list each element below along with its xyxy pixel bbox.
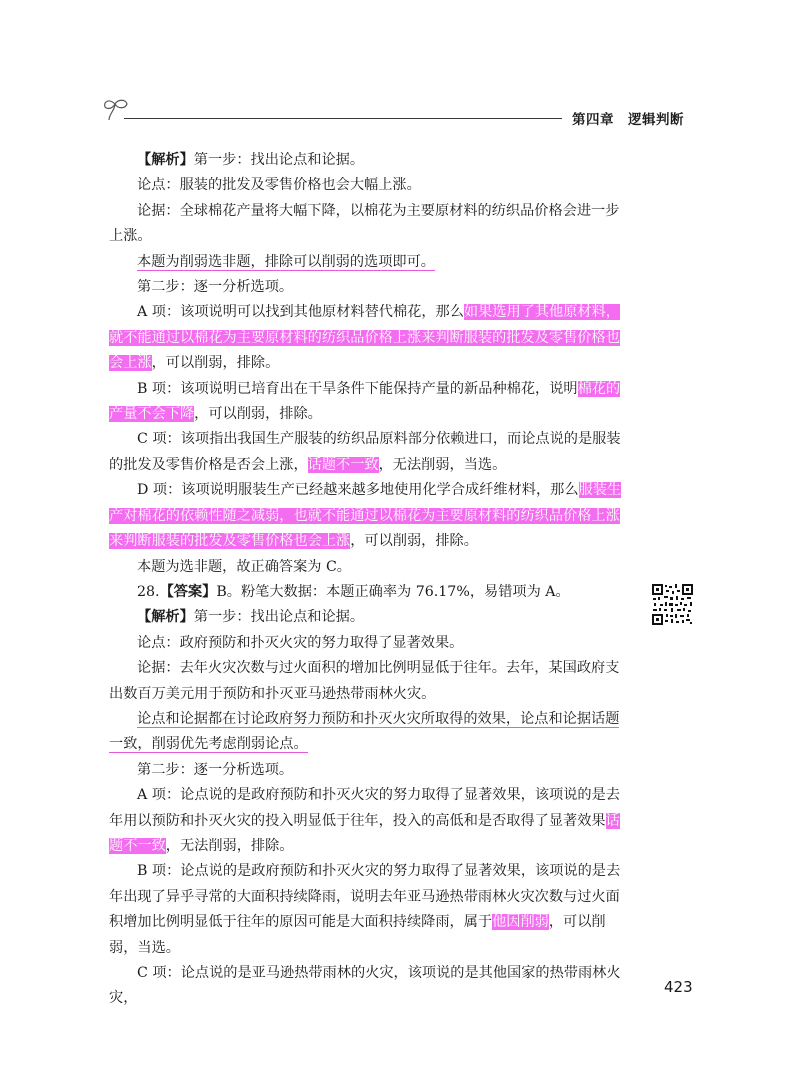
paragraph	[109, 605, 625, 630]
option-d	[109, 478, 625, 554]
header-rule	[124, 118, 562, 119]
text: 第一步：找出论点和论据。	[193, 152, 365, 168]
text: A 项：该项说明可以找到其他原材料替代棉花，那么	[137, 304, 464, 321]
text: ，无法削弱，排除。	[165, 837, 294, 854]
option-b	[109, 377, 625, 428]
analysis-tag: 【解析】	[137, 609, 194, 626]
highlighted-text: 话题不一致	[307, 456, 379, 473]
text: B。粉笔大数据：本题正确率为 76.17%，易错项为 A。	[216, 583, 570, 600]
paragraph: 论点：政府预防和扑灭火灾的努力取得了显著效果。	[137, 634, 464, 651]
text: B 项：该项说明已培育出在干旱条件下能保持产量的新品种棉花，说明	[137, 380, 578, 397]
question-number: 28.	[137, 583, 160, 600]
option-a	[109, 300, 625, 376]
text: ，可以削弱，排除。	[194, 406, 322, 423]
option-c	[109, 427, 625, 478]
paragraph	[109, 250, 625, 275]
underlined-text: 本题为削弱选非题，排除可以削弱的选项即可。	[137, 253, 435, 270]
text: ，可以削弱，排除。	[350, 533, 478, 550]
option-a	[109, 783, 625, 859]
option-b	[109, 859, 625, 961]
text: B 项：论点说的是政府预防和扑灭火灾的努力取得了显著效果，该项说的是去年出现了异乎寻常的大面积持续降雨，说明去年亚马逊热带雨林火灾次数与过火面积增加比例明显低于往年的原因可能是大面积持续降雨，属于	[109, 863, 621, 931]
paragraph: 本题为选非题，故正确答案为 C。	[137, 558, 351, 575]
paragraph: 第二步：逐一分析选项。	[137, 279, 294, 296]
paragraph: 论点：服装的批发及零售价格也会大幅上涨。	[137, 177, 421, 194]
analysis-tag: 【解析】	[137, 152, 194, 168]
paragraph: 论据：全球棉花产量将大幅下降，以棉花为主要原材料的纺织品价格会进一步上涨。	[109, 202, 620, 245]
highlighted-text: 棉花的产量不会下降	[109, 380, 621, 423]
paragraph	[109, 707, 625, 758]
option-c: C 项：论点说的是亚马逊热带雨林的火灾，该项说的是其他国家的热带雨林火灾，	[109, 965, 621, 1007]
text: D 项：该项说明服装生产已经越来越多地使用化学合成纤维材料，那么	[137, 482, 579, 499]
text: ，无法削弱，当选。	[378, 456, 507, 473]
underlined-text: 论点和论据都在讨论政府努力预防和扑灭火灾所取得的效果，论点和论据话题一致，削弱优先考虑削弱论点。	[109, 710, 620, 753]
highlighted-text: 服装生产对棉花的依赖性随之减弱，也就不能通过以棉花为主要原材料的纺织品价格上涨来判断服装的批发及零售价格也会上涨	[109, 482, 622, 550]
answer-tag: 【答案】	[159, 583, 217, 600]
qr-code-icon[interactable]	[651, 583, 694, 626]
text: 第一步：找出论点和论据。	[193, 609, 365, 626]
page-body	[109, 148, 625, 1012]
question-answer	[109, 580, 625, 605]
text: ，可以削弱，当选。	[109, 914, 606, 956]
paragraph: 第二步：逐一分析选项。	[137, 761, 294, 778]
page-number: 423	[664, 978, 693, 996]
text: C 项：该项指出我国生产服装的纺织品原料部分依赖进口，而论点说的是服装的批发及零售价格是否会上涨，	[109, 431, 621, 473]
highlighted-text: 如果选用了其他原材料，就不能通过以棉花为主要原材料的纺织品价格上涨来判断服装的批发及零售价格也会上涨	[109, 304, 620, 372]
highlighted-text: 他因削弱	[492, 914, 549, 931]
paragraph: 论据：去年火灾次数与过火面积的增加比例明显低于往年。去年，某国政府支出数百万美元用于预防和扑灭亚马逊热带雨林火灾。	[109, 660, 620, 702]
paragraph	[109, 148, 625, 173]
text: ，可以削弱，排除。	[151, 355, 280, 372]
text: A 项：论点说的是政府预防和扑灭火灾的努力取得了显著效果，该项说的是去年用以预防和扑灭火灾的投入明显低于往年，投入的高低和是否取得了显著效果	[109, 787, 620, 829]
highlighted-text: 话题不一致	[109, 812, 620, 854]
chapter-title: 第四章 逻辑判断	[572, 112, 684, 128]
